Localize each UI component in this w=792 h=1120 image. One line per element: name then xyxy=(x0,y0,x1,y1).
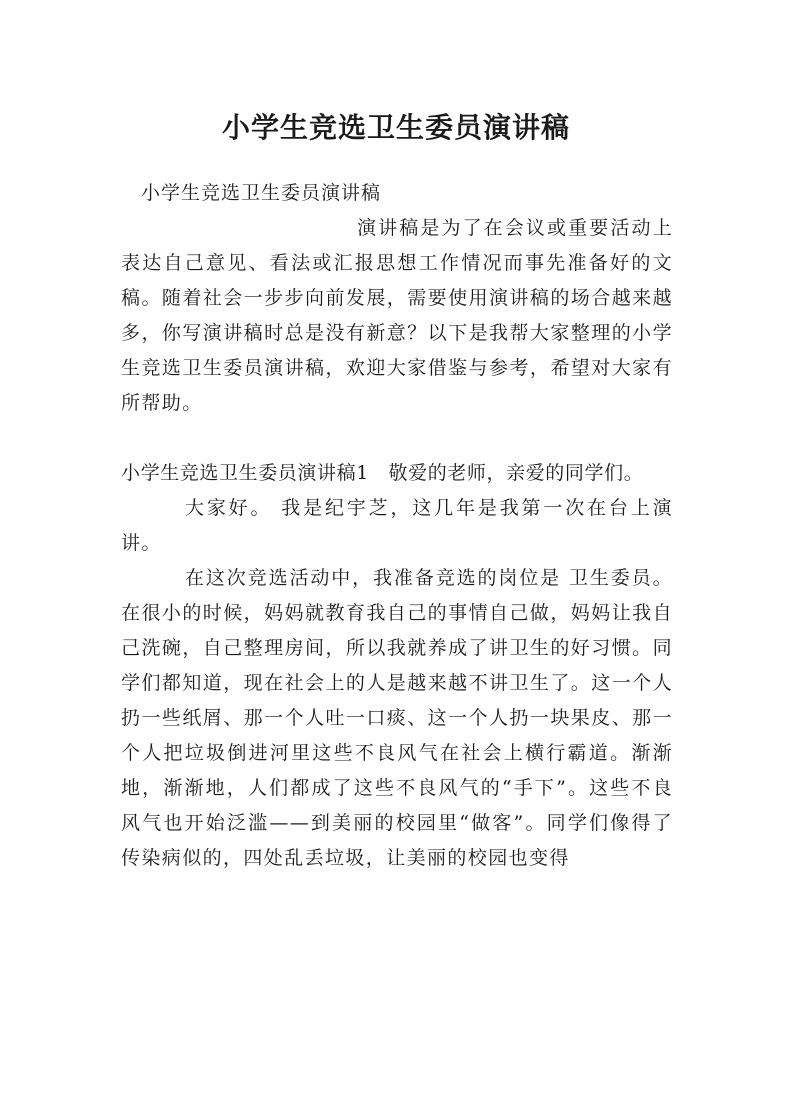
document-subtitle: 小学生竞选卫生委员演讲稿 xyxy=(141,182,382,204)
section-heading: 小学生竞选卫生委员演讲稿1 敬爱的老师，亲爱的同学们。 xyxy=(121,462,644,484)
document-title: 小学生竞选卫生委员演讲稿 xyxy=(221,111,570,144)
greeting-paragraph: 大家好。 我是纪宇芝，这几年是我第一次在台上演讲。 xyxy=(121,497,673,554)
intro-paragraph: 演讲稿是为了在会议或重要活动上表达自己意见、看法或汇报思想工作情况而事先准备好的文稿。随着社会一步步向前发展，需要使用演讲稿的场合越来越多，你写演讲稿时总是没有新意？以下是我帮大家整理的小学生竞选卫生委员演讲稿，欢迎大家借鉴与参考，希望对大家有所帮助。 xyxy=(121,217,673,414)
document-body xyxy=(121,176,673,876)
body-paragraph: 在这次竞选活动中，我准备竞选的岗位是 卫生委员。在很小的时候，妈妈就教育我自己的事情自己做，妈妈让我自己洗碗，自己整理房间，所以我就养成了讲卫生的好习惯。同学们都知道，现在社会上的人是越来越不讲卫生了。这一个人扔一些纸屑、那一个人吐一口痰、这一个人扔一块果皮、那一个人把垃圾倒进河里这些不良风气在社会上横行霸道。渐渐地，渐渐地，人们都成了这些不良风气的“手下”。这些不良风气也开始泛滥——到美丽的校园里“做客”。同学们像得了传染病似的，四处乱丢垃圾，让美丽的校园也变得 xyxy=(121,567,673,869)
paragraph-spacer xyxy=(121,421,673,456)
